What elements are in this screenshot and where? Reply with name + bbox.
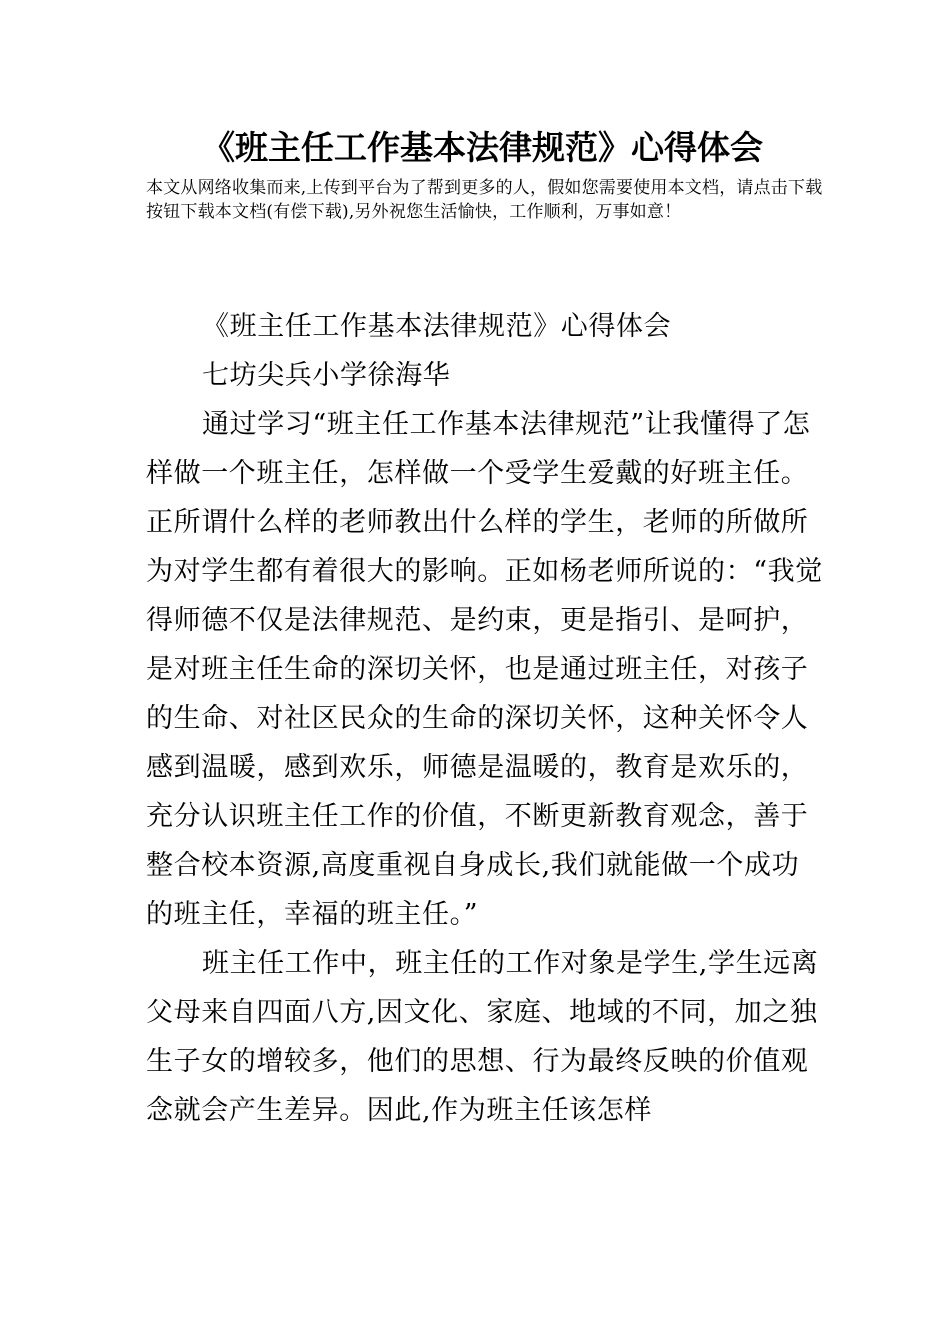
document-title: 《班主任工作基本法律规范》心得体会 — [202, 128, 763, 167]
body-paragraph: 班主任工作中，班主任的工作对象是学生,学生远离父母来自四面八方,因文化、家庭、地域的不同，加之独生子女的增较多，他们的思想、行为最终反映的价值观念就会产生差异。因此,作为班主任该怎样 — [146, 948, 819, 1126]
document-body — [146, 302, 826, 1135]
article-subtitle: 《班主任工作基本法律规范》心得体会 — [202, 311, 672, 342]
download-notice: 本文从网络收集而来,上传到平台为了帮到更多的人，假如您需要使用本文档，请点击下载按钮下载本文档(有偿下载),另外祝您生活愉快，工作顺利，万事如意！ — [146, 178, 823, 222]
body-paragraph: 通过学习“班主任工作基本法律规范”让我懂得了怎样做一个班主任，怎样做一个受学生爱戴的好班主任。正所谓什么样的老师教出什么样的学生，老师的所做所为对学生都有着很大的影响。正如杨老师所说的：“我觉得师德不仅是法律规范、是约束，更是指引、是呵护，是对班主任生命的深切关怀，也是通过班主任，对孩子的生命、对社区民众的生命的深切关怀，这种关怀令人感到温暖，感到欢乐，师德是温暖的，教育是欢乐的，充分认识班主任工作的价值，不断更新教育观念，善于整合校本资源,高度重视自身成长,我们就能做一个成功的班主任，幸福的班主任。” — [146, 409, 823, 930]
article-author: 七坊尖兵小学徐海华 — [202, 360, 451, 391]
